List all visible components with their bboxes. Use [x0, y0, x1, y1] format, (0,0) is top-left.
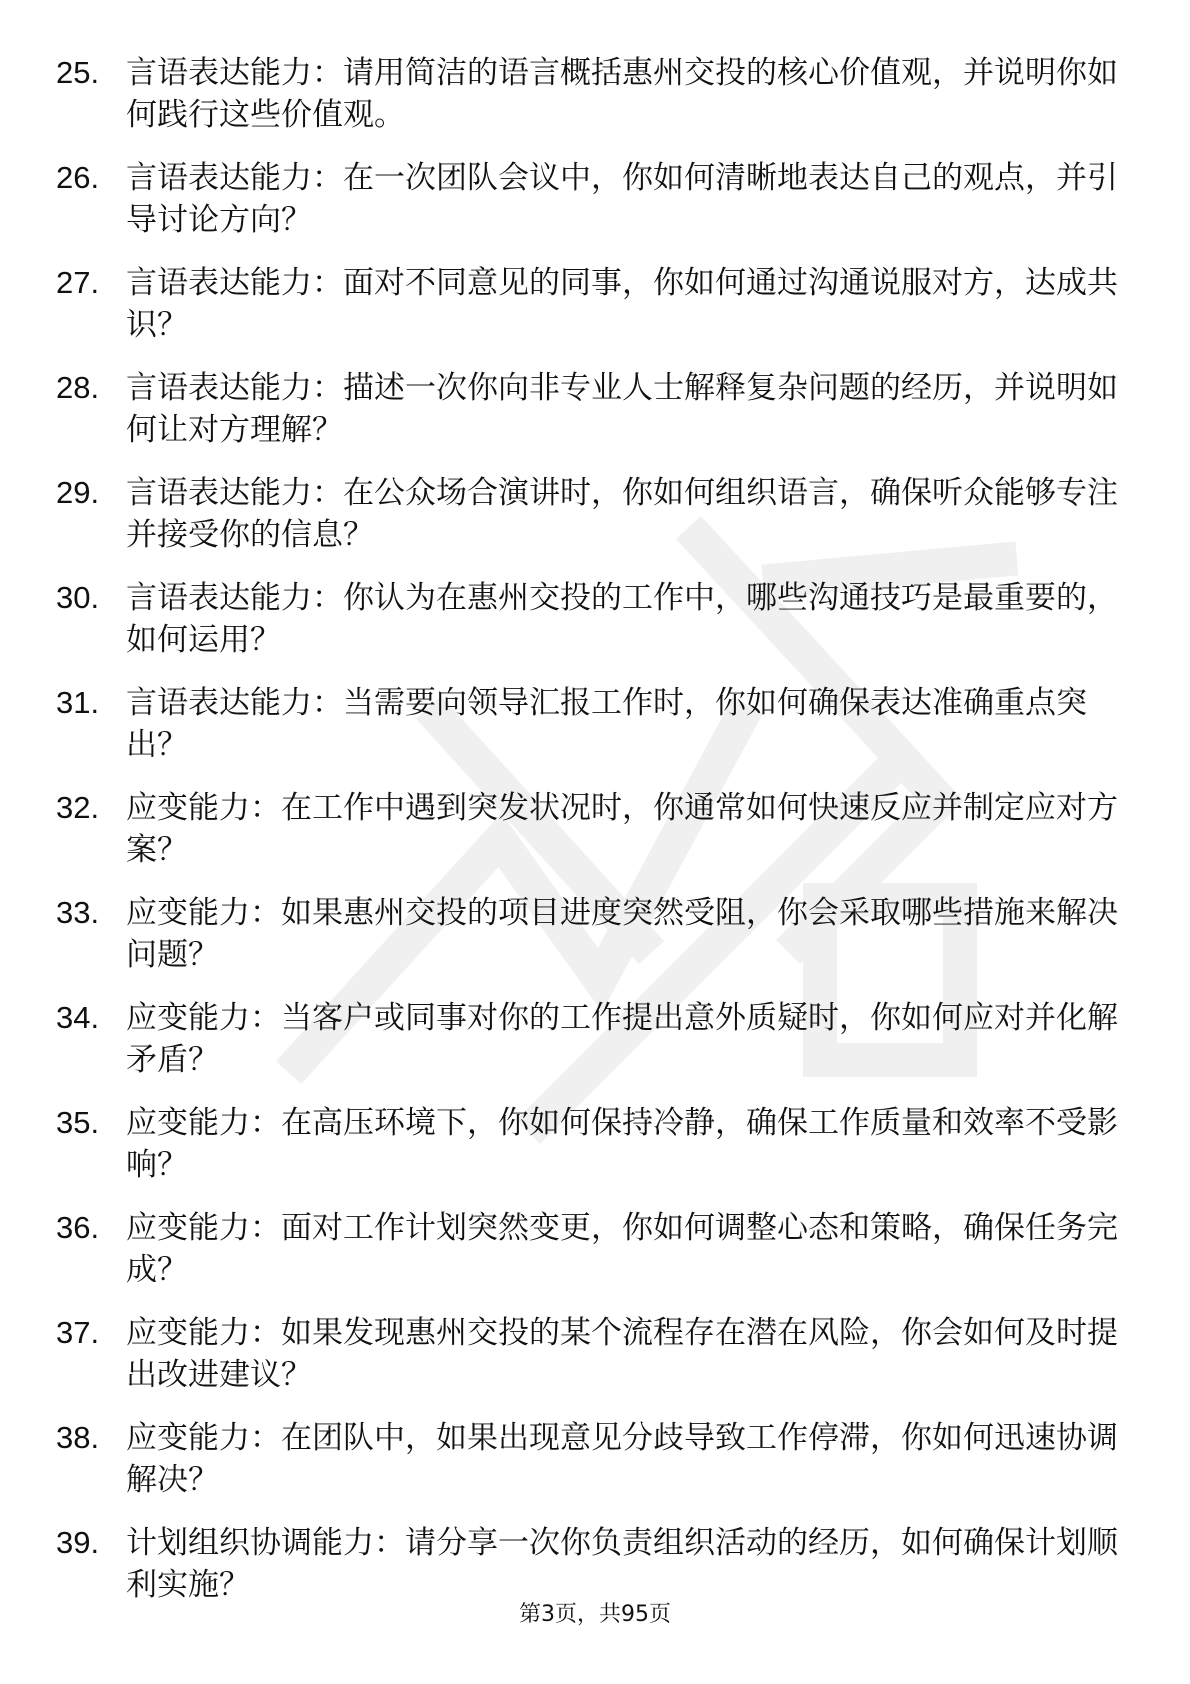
list-item [56, 577, 1136, 661]
page-number-label: 第3页，共95页 [519, 1602, 671, 1627]
question-number: 31. [56, 685, 100, 720]
question-text: 言语表达能力：请用简洁的语言概括惠州交投的核心价值观，并说明你如何践行这些价值观。 [126, 55, 1118, 133]
question-text: 应变能力：如果惠州交投的项目进度突然受阻，你会采取哪些措施来解决问题？ [126, 895, 1118, 973]
question-text: 言语表达能力：在一次团队会议中，你如何清晰地表达自己的观点，并引导讨论方向？ [126, 160, 1118, 238]
list-item [56, 997, 1136, 1081]
question-text: 应变能力：在团队中，如果出现意见分歧导致工作停滞，你如何迅速协调解决？ [126, 1420, 1118, 1498]
question-text: 言语表达能力：你认为在惠州交投的工作中，哪些沟通技巧是最重要的，如何运用？ [126, 580, 1118, 658]
question-number: 36. [56, 1210, 100, 1245]
list-item [56, 1522, 1136, 1606]
question-number: 25. [56, 55, 100, 90]
question-number: 34. [56, 1000, 100, 1035]
question-text: 应变能力：在高压环境下，你如何保持冷静，确保工作质量和效率不受影响？ [126, 1105, 1118, 1183]
question-number: 38. [56, 1420, 100, 1455]
question-number: 39. [56, 1525, 100, 1560]
question-number: 32. [56, 790, 100, 825]
question-text: 计划组织协调能力：请分享一次你负责组织活动的经历，如何确保计划顺利实施？ [126, 1525, 1118, 1603]
question-text: 应变能力：如果发现惠州交投的某个流程存在潜在风险，你会如何及时提出改进建议？ [126, 1315, 1118, 1393]
list-item [56, 157, 1136, 241]
list-item [56, 1102, 1136, 1186]
list-item [56, 1417, 1136, 1501]
question-text: 言语表达能力：描述一次你向非专业人士解释复杂问题的经历，并说明如何让对方理解？ [126, 370, 1118, 448]
list-item [56, 52, 1136, 136]
question-number: 26. [56, 160, 100, 195]
list-item [56, 787, 1136, 871]
list-item [56, 367, 1136, 451]
question-number: 30. [56, 580, 100, 615]
question-number: 35. [56, 1105, 100, 1140]
question-number: 33. [56, 895, 100, 930]
question-number: 28. [56, 370, 100, 405]
question-number: 37. [56, 1315, 100, 1350]
question-text: 言语表达能力：当需要向领导汇报工作时，你如何确保表达准确重点突出？ [126, 685, 1087, 763]
question-text: 言语表达能力：在公众场合演讲时，你如何组织语言，确保听众能够专注并接受你的信息？ [126, 475, 1118, 553]
question-text: 应变能力：面对工作计划突然变更，你如何调整心态和策略，确保任务完成？ [126, 1210, 1118, 1288]
question-number: 27. [56, 265, 100, 300]
list-item [56, 1207, 1136, 1291]
page-footer [0, 1597, 1190, 1628]
list-item [56, 682, 1136, 766]
question-list [56, 52, 1136, 1627]
question-text: 应变能力：在工作中遇到突发状况时，你通常如何快速反应并制定应对方案？ [126, 790, 1118, 868]
list-item [56, 472, 1136, 556]
list-item [56, 1312, 1136, 1396]
list-item [56, 262, 1136, 346]
list-item [56, 892, 1136, 976]
question-number: 29. [56, 475, 100, 510]
question-text: 应变能力：当客户或同事对你的工作提出意外质疑时，你如何应对并化解矛盾？ [126, 1000, 1118, 1078]
question-text: 言语表达能力：面对不同意见的同事，你如何通过沟通说服对方，达成共识？ [126, 265, 1118, 343]
